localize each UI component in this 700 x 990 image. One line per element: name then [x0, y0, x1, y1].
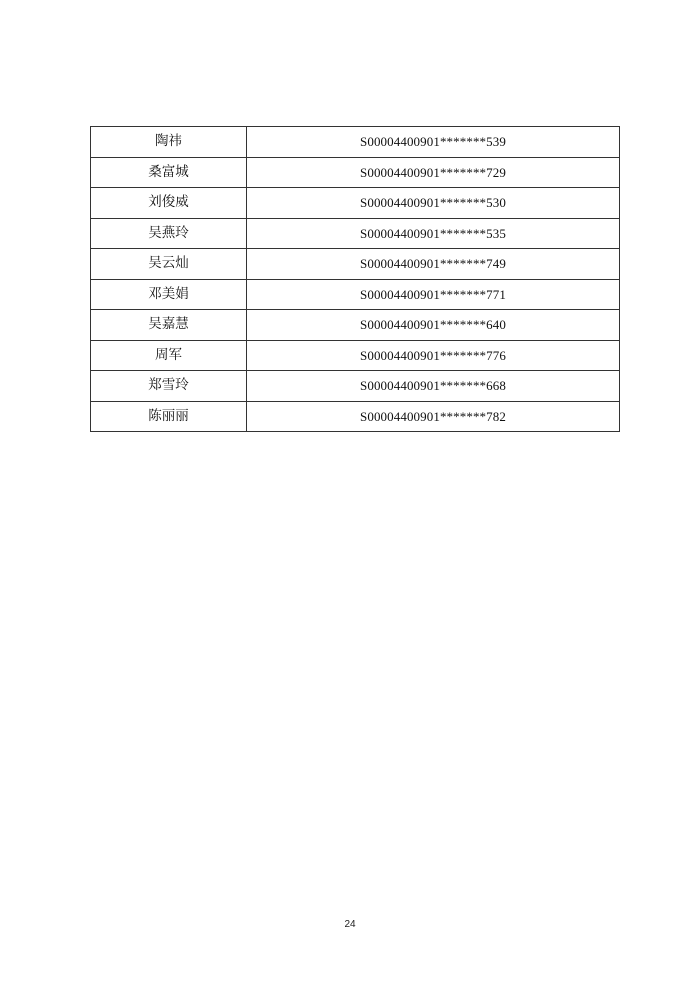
- table-row: [91, 127, 620, 158]
- table-row: [91, 371, 620, 402]
- name-cell: 陶祎: [91, 127, 247, 158]
- roster-table: [90, 126, 620, 432]
- certificate-id-cell: S00004400901*******749: [247, 249, 620, 280]
- certificate-id-cell: S00004400901*******729: [247, 157, 620, 188]
- name-cell: 陈丽丽: [91, 401, 247, 432]
- table-row: [91, 340, 620, 371]
- certificate-id-cell: S00004400901*******782: [247, 401, 620, 432]
- certificate-id-cell: S00004400901*******668: [247, 371, 620, 402]
- certificate-id-cell: S00004400901*******530: [247, 188, 620, 219]
- certificate-id-cell: S00004400901*******771: [247, 279, 620, 310]
- name-cell: 邓美娟: [91, 279, 247, 310]
- name-cell: 吴云灿: [91, 249, 247, 280]
- table-row: [91, 401, 620, 432]
- table-row: [91, 279, 620, 310]
- name-cell: 郑雪玲: [91, 371, 247, 402]
- name-cell: 吴嘉慧: [91, 310, 247, 341]
- certificate-id-cell: S00004400901*******535: [247, 218, 620, 249]
- page-number: 24: [344, 919, 356, 930]
- table-row: [91, 249, 620, 280]
- table-row: [91, 188, 620, 219]
- certificate-id-cell: S00004400901*******539: [247, 127, 620, 158]
- certificate-id-cell: S00004400901*******776: [247, 340, 620, 371]
- name-cell: 刘俊威: [91, 188, 247, 219]
- name-cell: 吴燕玲: [91, 218, 247, 249]
- certificate-id-cell: S00004400901*******640: [247, 310, 620, 341]
- table-row: [91, 218, 620, 249]
- roster-table-body: [91, 127, 620, 432]
- name-cell: 周军: [91, 340, 247, 371]
- table-row: [91, 157, 620, 188]
- name-cell: 桑富城: [91, 157, 247, 188]
- table-row: [91, 310, 620, 341]
